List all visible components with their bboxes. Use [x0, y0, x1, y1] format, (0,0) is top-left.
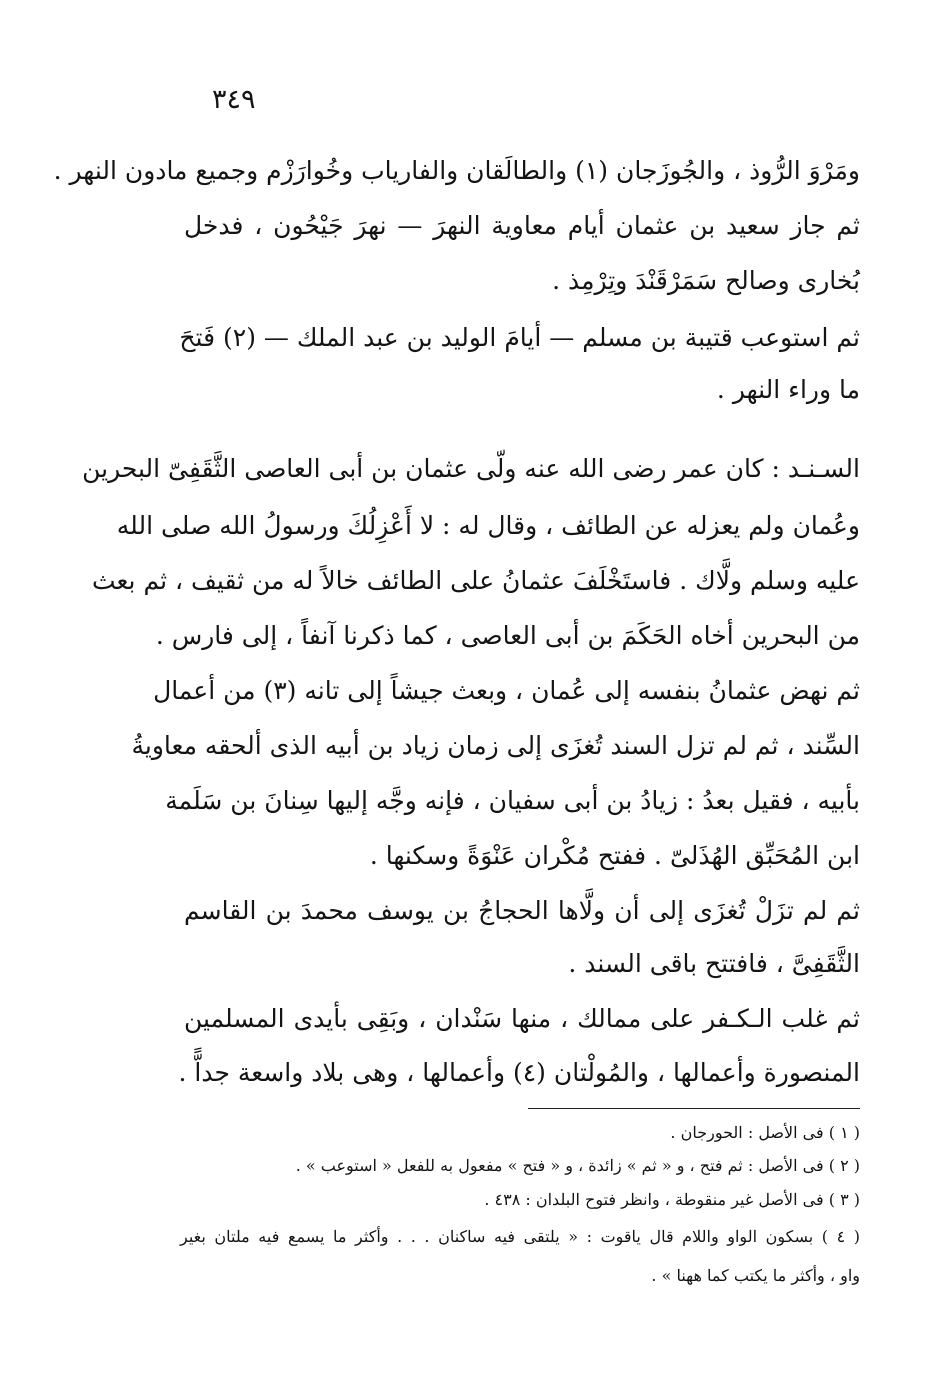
text-line: وعُمان ولم يعزله عن الطائف ، وقال له : لا أَعْزِلُكَ ورسولُ الله صلى الله	[116, 511, 860, 540]
text-line: ثم استوعب قتيبة بن مسلم — أيامَ الوليد بن عبد الملك — (٢) فَتحَ	[179, 323, 860, 352]
footnote: ( ٣ ) فى الأصل غير منقوطة ، وانظر فتوح البلدان : ٤٣٨ .	[484, 1190, 860, 1209]
footnote: ( ٤ ) بسكون الواو واللام قال ياقوت : « يلتقى فيه ساكنان . . . وأكثر ما يسمع فيه ملتان بغير	[180, 1227, 861, 1246]
section-heading-line: السـنـد : كان عمر رضى الله عنه ولّى عثمان بن أبى العاصى الثَّقَفِىّ البحرين	[82, 454, 860, 483]
text-line: بُخارى وصالح سَمَرْقَنْدَ وتِرْمِذ .	[552, 266, 860, 295]
text-line: ثم غلب الـكـفر على ممالك ، منها سَنْدان ، وبَقِى بأيدى المسلمين	[184, 1004, 860, 1033]
text-line: الثَّقَفِىَّ ، فافتتح باقى السند .	[568, 949, 860, 978]
footnote: ( ٢ ) فى الأصل : ثم فتح ، و « ثم » زائدة ، و « فتح » مفعول به للفعل « استوعب » .	[295, 1156, 860, 1175]
text-line: بأبيه ، فقيل بعدُ : زيادُ بن أبى سفيان ، فإنه وجَّه إليها سِنانَ بن سَلَمة	[165, 786, 860, 815]
text-line: السِّند ، ثم لم تزل السند تُغزَى إلى زمان زياد بن أبيه الذى ألحقه معاويةُ	[131, 731, 860, 760]
text-line: ثم نهض عثمانُ بنفسه إلى عُمان ، وبعث جيشاً إلى تانه (٣) من أعمال	[153, 676, 860, 705]
text-line: ومَرْوَ الرُّوذ ، والجُوزَجان (١) والطالَقان والفارياب وخُوارَزْم وجميع مادون النهر .	[53, 156, 860, 185]
text-line: المنصورة وأعمالها ، والمُولْتان (٤) وأعمالها ، وهى بلاد واسعة جداًّ .	[178, 1058, 860, 1087]
text-line: ثم لم تزَلْ تُغزَى إلى أن ولَّاها الحجاجُ بن يوسف محمدَ بن القاسم	[184, 896, 860, 925]
footnote: ( ١ ) فى الأصل : الحورجان .	[670, 1123, 860, 1142]
text-line: من البحرين أخاه الحَكَمَ بن أبى العاصى ، كما ذكرنا آنفاً ، إلى فارس .	[155, 621, 860, 650]
page-number: ٣٤٩	[212, 84, 256, 115]
footnote-separator	[528, 1108, 860, 1109]
text-line: ثم جاز سعيد بن عثمان أيام معاوية النهرَ — نهرَ جَيْحُون ، فدخل	[184, 211, 860, 240]
text-line: ابن المُحَبِّق الهُذَلىّ . ففتح مُكْران عَنْوَةً وسكنها .	[369, 841, 860, 870]
footnote-continuation: واو ، وأكثر ما يكتب كما ههنا » .	[651, 1266, 860, 1285]
text-line: عليه وسلم ولَّاك . فاستَخْلَفَ عثمانُ على الطائف خالاً له من ثقيف ، ثم بعث	[91, 566, 860, 595]
text-line: ما وراء النهر .	[716, 375, 860, 404]
